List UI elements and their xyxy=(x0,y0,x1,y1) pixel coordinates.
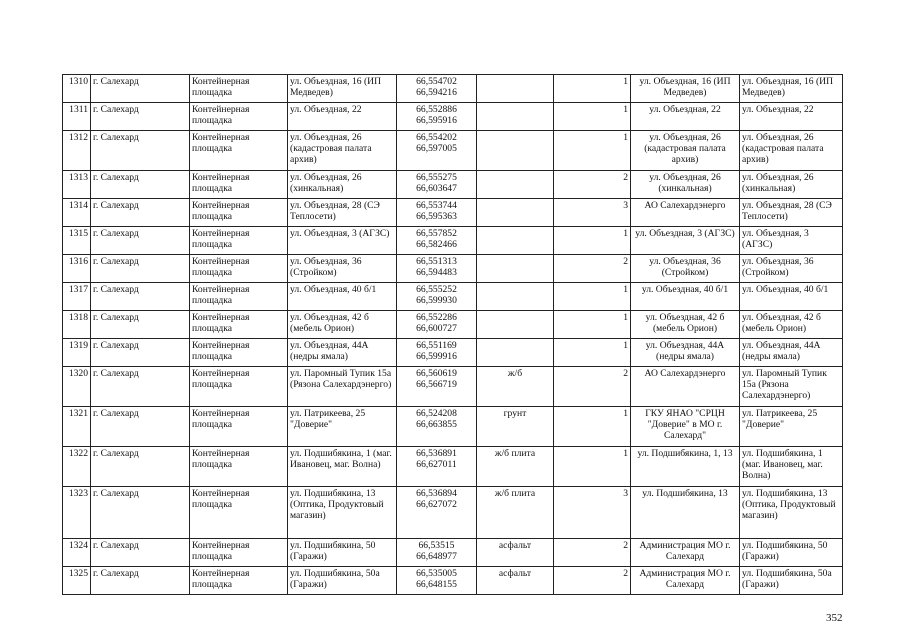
coordinates-cell xyxy=(397,103,477,131)
surface-cell xyxy=(477,283,554,311)
row-number: 1314 xyxy=(63,199,91,227)
site-type-cell xyxy=(190,311,288,339)
row-number: 1310 xyxy=(63,75,91,103)
owner-cell: ул. Объездная, 16 (ИП Медведев) xyxy=(631,75,740,103)
address-cell: ул. Объездная, 42 б (мебель Орион) xyxy=(288,311,397,339)
waste-source-cell: ул. Объездная, 44А (недры ямала) xyxy=(740,339,843,367)
coordinates-cell xyxy=(397,227,477,255)
table-body xyxy=(63,75,843,595)
site-type-line: Контейнерная xyxy=(192,312,250,323)
owner-cell: ул. Объездная, 36 (Стройком) xyxy=(631,255,740,283)
waste-source-cell: ул. Патрикеева, 25 "Доверие" xyxy=(740,407,843,447)
table-row xyxy=(63,487,843,539)
table-row xyxy=(63,539,843,567)
waste-source-cell: ул. Объездная, 26 (хинкальная) xyxy=(740,171,843,199)
site-type-line: Контейнерная xyxy=(192,76,250,87)
city-cell: г. Салехард xyxy=(91,199,190,227)
latitude: 66,553744 xyxy=(416,200,457,211)
site-type-line: Контейнерная xyxy=(192,488,250,499)
container-count-cell: 2 xyxy=(554,539,631,567)
city-cell: г. Салехард xyxy=(91,131,190,171)
waste-source-cell: ул. Объездная, 36 (Стройком) xyxy=(740,255,843,283)
address-cell: ул. Объездная, 26 (хинкальная) xyxy=(288,171,397,199)
container-count-cell: 2 xyxy=(554,171,631,199)
coordinates-cell xyxy=(397,255,477,283)
site-type-line: Контейнерная xyxy=(192,228,250,239)
surface-cell xyxy=(477,227,554,255)
surface-cell xyxy=(477,75,554,103)
waste-source-cell: ул. Объездная, 42 б (мебель Орион) xyxy=(740,311,843,339)
owner-cell: ГКУ ЯНАО "СРЦН "Доверие" в МО г. Салехард" xyxy=(631,407,740,447)
address-cell: ул. Объездная, 44А (недры ямала) xyxy=(288,339,397,367)
table-row xyxy=(63,171,843,199)
table-row xyxy=(63,199,843,227)
site-type-line: Контейнерная xyxy=(192,200,250,211)
latitude: 66,557852 xyxy=(416,228,457,239)
site-type-line: площадка xyxy=(192,459,233,470)
container-count-cell: 1 xyxy=(554,283,631,311)
coordinates-cell xyxy=(397,283,477,311)
city-cell: г. Салехард xyxy=(91,171,190,199)
site-type-line: площадка xyxy=(192,419,233,430)
container-count-cell: 1 xyxy=(554,311,631,339)
container-count-cell: 1 xyxy=(554,131,631,171)
row-number: 1321 xyxy=(63,407,91,447)
table-row xyxy=(63,255,843,283)
owner-cell: ул. Объездная, 40 б/1 xyxy=(631,283,740,311)
surface-cell: ж/б плита xyxy=(477,487,554,539)
latitude: 66,555275 xyxy=(416,172,457,183)
coordinates-cell xyxy=(397,199,477,227)
address-cell: ул. Патрикеева, 25 "Доверие" xyxy=(288,407,397,447)
surface-cell xyxy=(477,171,554,199)
row-number: 1312 xyxy=(63,131,91,171)
site-type-line: площадка xyxy=(192,499,233,510)
longitude: 66,600727 xyxy=(416,323,457,334)
coordinates-cell xyxy=(397,447,477,487)
longitude: 66,627011 xyxy=(416,459,457,470)
city-cell: г. Салехард xyxy=(91,311,190,339)
waste-source-cell: ул. Объездная, 22 xyxy=(740,103,843,131)
latitude: 66,552286 xyxy=(416,312,457,323)
site-type-line: Контейнерная xyxy=(192,408,250,419)
site-type-cell xyxy=(190,567,288,595)
longitude: 66,566719 xyxy=(416,379,457,390)
city-cell: г. Салехард xyxy=(91,367,190,407)
latitude: 66,536894 xyxy=(416,488,457,499)
coordinates-cell xyxy=(397,171,477,199)
latitude: 66,524208 xyxy=(416,408,457,419)
site-type-cell xyxy=(190,367,288,407)
row-number: 1316 xyxy=(63,255,91,283)
surface-cell xyxy=(477,339,554,367)
city-cell: г. Салехард xyxy=(91,567,190,595)
longitude: 66,594483 xyxy=(416,267,457,278)
surface-cell: асфальт xyxy=(477,567,554,595)
address-cell: ул. Подшибякина, 50а (Гаражи) xyxy=(288,567,397,595)
site-type-cell xyxy=(190,539,288,567)
site-type-line: площадка xyxy=(192,267,233,278)
longitude: 66,599930 xyxy=(416,295,457,306)
site-type-line: площадка xyxy=(192,211,233,222)
coordinates-cell xyxy=(397,339,477,367)
address-cell: ул. Объездная, 22 xyxy=(288,103,397,131)
container-count-cell: 3 xyxy=(554,199,631,227)
container-count-cell: 3 xyxy=(554,487,631,539)
surface-cell: грунт xyxy=(477,407,554,447)
site-type-line: площадка xyxy=(192,295,233,306)
site-type-line: Контейнерная xyxy=(192,132,250,143)
row-number: 1323 xyxy=(63,487,91,539)
latitude: 66,552886 xyxy=(416,104,457,115)
address-cell: ул. Подшибякина, 13 (Оптика, Продуктовый магазин) xyxy=(288,487,397,539)
owner-cell: ул. Объездная, 42 б (мебель Орион) xyxy=(631,311,740,339)
latitude: 66,554702 xyxy=(416,76,457,87)
row-number: 1319 xyxy=(63,339,91,367)
waste-source-cell: ул. Объездная, 26 (кадастровая палата архив) xyxy=(740,131,843,171)
owner-cell: ул. Объездная, 26 (кадастровая палата архив) xyxy=(631,131,740,171)
site-type-cell xyxy=(190,447,288,487)
owner-cell: ул. Объездная, 26 (хинкальная) xyxy=(631,171,740,199)
site-type-cell xyxy=(190,407,288,447)
coordinates-cell xyxy=(397,407,477,447)
surface-cell: асфальт xyxy=(477,539,554,567)
row-number: 1320 xyxy=(63,367,91,407)
site-type-line: площадка xyxy=(192,183,233,194)
container-count-cell: 1 xyxy=(554,227,631,255)
city-cell: г. Салехард xyxy=(91,227,190,255)
site-type-cell xyxy=(190,171,288,199)
address-cell: ул. Объездная, 3 (АГЗС) xyxy=(288,227,397,255)
coordinates-cell xyxy=(397,567,477,595)
latitude: 66,555252 xyxy=(416,284,457,295)
table-row xyxy=(63,447,843,487)
site-type-line: Контейнерная xyxy=(192,284,250,295)
page-number: 352 xyxy=(826,612,843,624)
latitude: 66,551169 xyxy=(416,340,457,351)
latitude: 66,535005 xyxy=(416,568,457,579)
address-cell: ул. Объездная, 36 (Стройком) xyxy=(288,255,397,283)
address-cell: ул. Объездная, 28 (СЭ Теплосети) xyxy=(288,199,397,227)
surface-cell xyxy=(477,131,554,171)
waste-source-cell: ул. Объездная, 28 (СЭ Теплосети) xyxy=(740,199,843,227)
container-count-cell: 1 xyxy=(554,447,631,487)
site-type-line: Контейнерная xyxy=(192,340,250,351)
owner-cell: ул. Подшибякина, 1, 13 xyxy=(631,447,740,487)
container-count-cell: 1 xyxy=(554,75,631,103)
site-type-cell xyxy=(190,487,288,539)
row-number: 1325 xyxy=(63,567,91,595)
registry-table xyxy=(62,74,843,595)
city-cell: г. Салехард xyxy=(91,539,190,567)
address-cell: ул. Объездная, 26 (кадастровая палата архив) xyxy=(288,131,397,171)
latitude: 66,551313 xyxy=(416,256,457,267)
city-cell: г. Салехард xyxy=(91,103,190,131)
container-count-cell: 1 xyxy=(554,407,631,447)
site-type-cell xyxy=(190,255,288,283)
site-type-line: площадка xyxy=(192,579,233,590)
row-number: 1315 xyxy=(63,227,91,255)
site-type-line: площадка xyxy=(192,551,233,562)
row-number: 1318 xyxy=(63,311,91,339)
site-type-line: Контейнерная xyxy=(192,448,250,459)
coordinates-cell xyxy=(397,539,477,567)
address-cell: ул. Паромный Тупик 15а (Рязона Салехардэнерго) xyxy=(288,367,397,407)
longitude: 66,648155 xyxy=(416,579,457,590)
surface-cell xyxy=(477,311,554,339)
site-type-line: Контейнерная xyxy=(192,368,250,379)
longitude: 66,648977 xyxy=(416,551,457,562)
row-number: 1311 xyxy=(63,103,91,131)
owner-cell: АО Салехардэнерго xyxy=(631,199,740,227)
address-cell: ул. Объездная, 40 б/1 xyxy=(288,283,397,311)
container-count-cell: 2 xyxy=(554,567,631,595)
table-row xyxy=(63,567,843,595)
container-count-cell: 2 xyxy=(554,367,631,407)
longitude: 66,597005 xyxy=(416,143,457,154)
coordinates-cell xyxy=(397,131,477,171)
owner-cell: ул. Объездная, 44А (недры ямала) xyxy=(631,339,740,367)
site-type-line: площадка xyxy=(192,143,233,154)
table-row xyxy=(63,407,843,447)
longitude: 66,599916 xyxy=(416,351,457,362)
container-count-cell: 1 xyxy=(554,339,631,367)
longitude: 66,663855 xyxy=(416,419,457,430)
table-row xyxy=(63,131,843,171)
site-type-cell xyxy=(190,103,288,131)
table-row xyxy=(63,227,843,255)
longitude: 66,594216 xyxy=(416,87,457,98)
longitude: 66,603647 xyxy=(416,183,457,194)
city-cell: г. Салехард xyxy=(91,447,190,487)
table-row xyxy=(63,311,843,339)
row-number: 1322 xyxy=(63,447,91,487)
site-type-line: Контейнерная xyxy=(192,172,250,183)
longitude: 66,595916 xyxy=(416,115,457,126)
owner-cell: ул. Объездная, 22 xyxy=(631,103,740,131)
table-row xyxy=(63,103,843,131)
coordinates-cell xyxy=(397,311,477,339)
site-type-cell xyxy=(190,75,288,103)
waste-source-cell: ул. Паромный Тупик 15а (Рязона Салехардэнерго) xyxy=(740,367,843,407)
site-type-cell xyxy=(190,227,288,255)
owner-cell: АО Салехардэнерго xyxy=(631,367,740,407)
address-cell: ул. Объездная, 16 (ИП Медведев) xyxy=(288,75,397,103)
coordinates-cell xyxy=(397,75,477,103)
waste-source-cell: ул. Подшибякина, 50 (Гаражи) xyxy=(740,539,843,567)
coordinates-cell xyxy=(397,487,477,539)
coordinates-cell xyxy=(397,367,477,407)
site-type-line: Контейнерная xyxy=(192,104,250,115)
site-type-cell xyxy=(190,339,288,367)
container-count-cell: 1 xyxy=(554,103,631,131)
longitude: 66,582466 xyxy=(416,239,457,250)
site-type-line: Контейнерная xyxy=(192,540,250,551)
row-number: 1313 xyxy=(63,171,91,199)
surface-cell xyxy=(477,199,554,227)
longitude: 66,595363 xyxy=(416,211,457,222)
owner-cell: ул. Подшибякина, 13 xyxy=(631,487,740,539)
table-row xyxy=(63,367,843,407)
longitude: 66,627072 xyxy=(416,499,457,510)
address-cell: ул. Подшибякина, 1 (маг. Ивановец, маг. Волна) xyxy=(288,447,397,487)
waste-source-cell: ул. Подшибякина, 50а (Гаражи) xyxy=(740,567,843,595)
city-cell: г. Салехард xyxy=(91,255,190,283)
site-type-line: площадка xyxy=(192,351,233,362)
waste-source-cell: ул. Подшибякина, 1 (маг. Ивановец, маг. Волна) xyxy=(740,447,843,487)
waste-source-cell: ул. Объездная, 3 (АГЗС) xyxy=(740,227,843,255)
site-type-line: Контейнерная xyxy=(192,568,250,579)
site-type-cell xyxy=(190,283,288,311)
site-type-line: площадка xyxy=(192,379,233,390)
latitude: 66,53515 xyxy=(418,540,455,551)
site-type-line: площадка xyxy=(192,87,233,98)
owner-cell: Администрация МО г. Салехард xyxy=(631,567,740,595)
surface-cell xyxy=(477,103,554,131)
owner-cell: Администрация МО г. Салехард xyxy=(631,539,740,567)
waste-source-cell: ул. Подшибякина, 13 (Оптика, Продуктовый магазин) xyxy=(740,487,843,539)
city-cell: г. Салехард xyxy=(91,75,190,103)
table-row xyxy=(63,339,843,367)
city-cell: г. Салехард xyxy=(91,283,190,311)
owner-cell: ул. Объездная, 3 (АГЗС) xyxy=(631,227,740,255)
surface-cell: ж/б xyxy=(477,367,554,407)
site-type-line: площадка xyxy=(192,239,233,250)
city-cell: г. Салехард xyxy=(91,339,190,367)
latitude: 66,536891 xyxy=(416,448,457,459)
table-row xyxy=(63,283,843,311)
waste-source-cell: ул. Объездная, 40 б/1 xyxy=(740,283,843,311)
surface-cell xyxy=(477,255,554,283)
site-type-line: площадка xyxy=(192,115,233,126)
address-cell: ул. Подшибякина, 50 (Гаражи) xyxy=(288,539,397,567)
site-type-cell xyxy=(190,199,288,227)
city-cell: г. Салехард xyxy=(91,407,190,447)
city-cell: г. Салехард xyxy=(91,487,190,539)
latitude: 66,560619 xyxy=(416,368,457,379)
site-type-line: площадка xyxy=(192,323,233,334)
row-number: 1324 xyxy=(63,539,91,567)
site-type-cell xyxy=(190,131,288,171)
container-count-cell: 2 xyxy=(554,255,631,283)
table-row xyxy=(63,75,843,103)
latitude: 66,554202 xyxy=(416,132,457,143)
row-number: 1317 xyxy=(63,283,91,311)
site-type-line: Контейнерная xyxy=(192,256,250,267)
surface-cell: ж/б плита xyxy=(477,447,554,487)
waste-source-cell: ул. Объездная, 16 (ИП Медведев) xyxy=(740,75,843,103)
